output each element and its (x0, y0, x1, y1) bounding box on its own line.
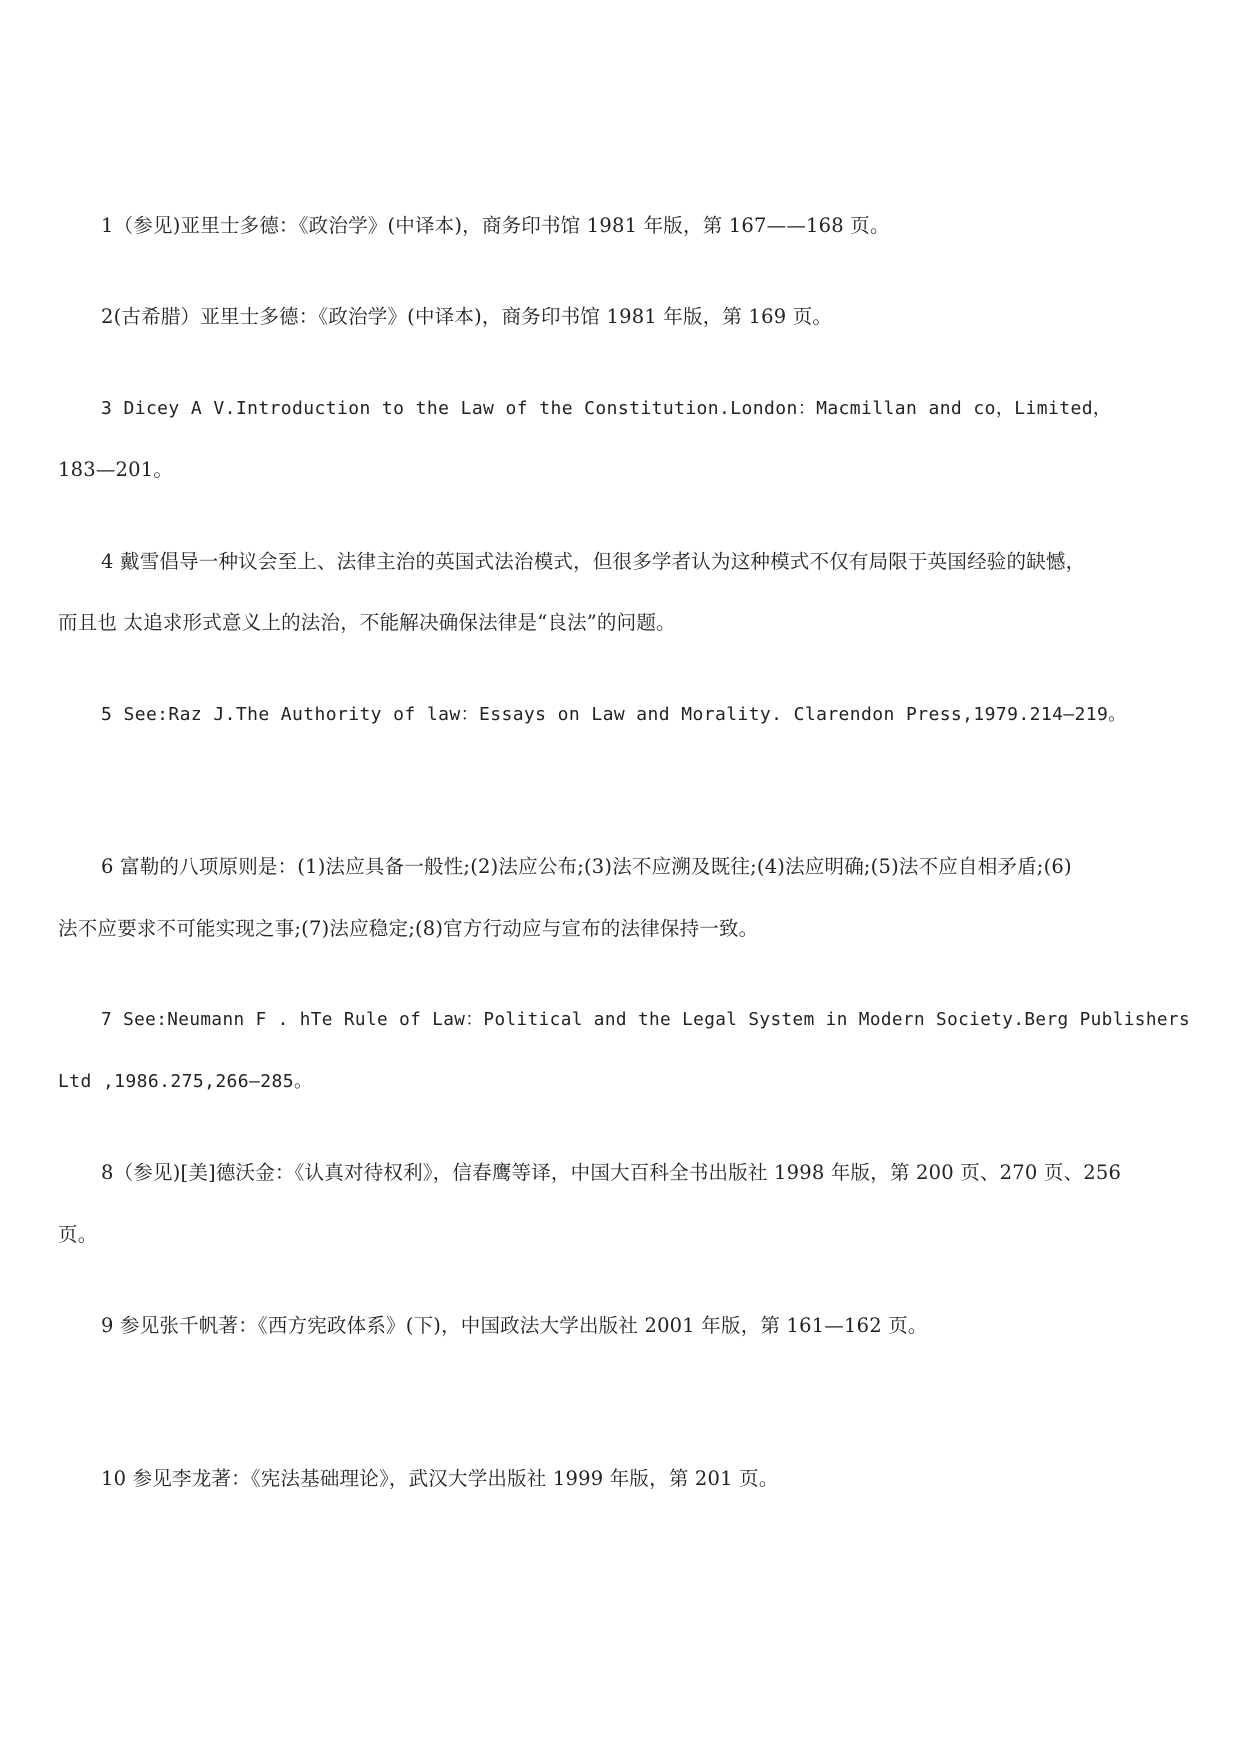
footnote-4-line-1: 4 戴雪倡导一种议会至上、法律主治的英国式法治模式，但很多学者认为这种模式不仅有局限于英国经验的缺憾， (101, 550, 1086, 573)
footnote-5: 5 See:Raz J.The Authority of law：Essays on Law and Morality. Clarendon Press,1979.214—219。 (101, 704, 1127, 725)
footnote-4-line-2: 而且也 太追求形式意义上的法治，不能解决确保法律是“良法”的问题。 (58, 611, 676, 634)
footnote-7-line-1: 7 See:Neumann F . hTe Rule of Law：Political and the Legal System in Modern Society.Berg Publishers (101, 1009, 1190, 1030)
footnote-3-line-1: 3 Dicey A V.Introduction to the Law of the Constitution.London：Macmillan and co，Limited， (101, 398, 1112, 419)
footnote-2: 2(古希腊）亚里士多德：《政治学》(中译本)，商务印书馆 1981 年版，第 169 页。 (101, 305, 833, 328)
footnote-10: 10 参见李龙著：《宪法基础理论》，武汉大学出版社 1999 年版，第 201 页。 (101, 1467, 779, 1490)
footnote-7-line-2: Ltd ,1986.275,266—285。 (58, 1071, 313, 1092)
footnote-3-line-2: 183—201。 (58, 458, 174, 481)
footnote-6-line-2: 法不应要求不可能实现之事;(7)法应稳定;(8)官方行动应与宣布的法律保持一致。 (58, 917, 759, 940)
footnote-9: 9 参见张千帆著：《西方宪政体系》(下)，中国政法大学出版社 2001 年版，第 161—162 页。 (101, 1314, 928, 1337)
footnote-8-line-1: 8（参见)[美]德沃金：《认真对待权利》，信春鹰等译，中国大百科全书出版社 1998 年版，第 200 页、270 页、256 (101, 1161, 1122, 1184)
footnote-8-line-2: 页。 (58, 1223, 98, 1246)
footnote-1: 1（参见)亚里士多德：《政治学》(中译本)，商务印书馆 1981 年版，第 167——168 页。 (101, 214, 890, 237)
footnote-6-line-1: 6 富勒的八项原则是：(1)法应具备一般性;(2)法应公布;(3)法不应溯及既往;(4)法应明确;(5)法不应自相矛盾;(6) (101, 855, 1072, 878)
